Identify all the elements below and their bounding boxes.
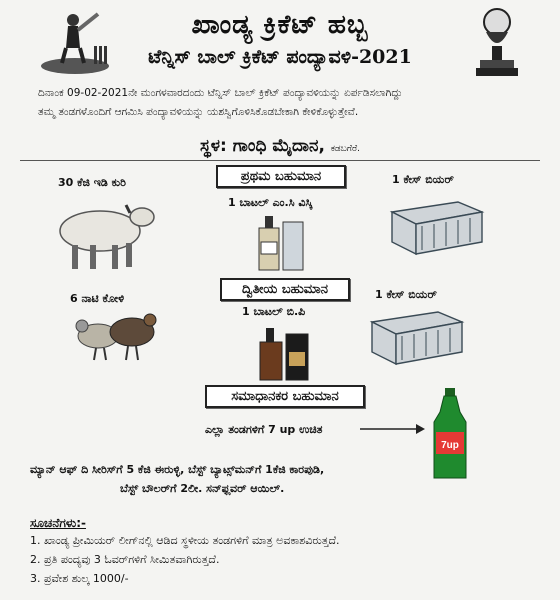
second-prize-left-label: 6 ನಾಟಿ ಕೋಳಿ: [70, 292, 125, 305]
second-prize-right-label: 1 ಕೇಸ್ ಬಿಯರ್: [375, 288, 437, 301]
first-prize-right-label: 1 ಕೇಸ್ ಬಿಯರ್: [392, 173, 454, 186]
second-prize-title: ದ್ವಿತೀಯ ಬಹುಮಾನ: [220, 278, 350, 301]
venue: [0, 136, 560, 156]
venue-label: ಸ್ಥಳ: ಗಾಂಧಿ ಮೈದಾನ,: [200, 136, 325, 156]
awards-line-1: ಮ್ಯಾನ್ ಆಫ್ ದಿ ಸೀರಿಸ್‌ಗೆ 5 ಕೆಜಿ ಈರುಳ್ಳಿ, ಬೆಸ್ಟ್ ಬ್ಯಾಟ್ಸ್‌ಮನ್‌ಗೆ 1ಕೆಜಿ ಕಾರಪುಡಿ,: [30, 463, 325, 476]
hens-icon: [70, 308, 160, 362]
awards-line-2: ಬೆಸ್ಟ್ ಬೌಲರ್‌ಗೆ 2ಲೀ. ಸನ್‌ಫ್ಲವರ್ ಆಯಿಲ್.: [120, 482, 285, 495]
poster-subtitle: ಟೆನ್ನಿಸ್ ಬಾಲ್ ಕ್ರಿಕೆಟ್ ಪಂದ್ಯಾವಳಿ-2021: [148, 46, 412, 68]
bottle-label: 7up: [441, 440, 459, 451]
first-prize-middle-label: 1 ಬಾಟಲ್ ಎಂ.ಸಿ ವಿಸ್ಕಿ: [228, 196, 313, 209]
note-item: 2. ಪ್ರತಿ ಪಂದ್ಯವು 3 ಓವರ್‌ಗಳಿಗೆ ಸೀಮಿತವಾಗಿರುತ್ತದೆ.: [30, 553, 220, 566]
whisky-bottles-icon: [255, 212, 307, 272]
first-prize-left-label: 30 ಕೆಜಿ ಇಡಿ ಕುರಿ: [58, 176, 126, 189]
venue-town: ಕಡಬಗೆರೆ.: [330, 144, 360, 154]
beer-crate-2-icon: [368, 306, 466, 366]
divider: [20, 160, 540, 161]
note-item: 3. ಪ್ರವೇಶ ಶುಲ್ಕ 1000/-: [30, 572, 129, 585]
notes-list: [30, 534, 540, 591]
consolation-title: ಸಮಾಧಾನಕರ ಬಹುಮಾನ: [205, 385, 365, 408]
second-prize-middle-label: 1 ಬಾಟಲ್ ಬಿ.ಪಿ: [242, 305, 306, 318]
intro-line-1: ದಿನಾಂಕ 09-02-2021ನೇ ಮಂಗಳವಾರದಂದು ಟೆನ್ನಿಸ್ ಬಾಲ್ ಕ್ರಿಕೆಟ್ ಪಂದ್ಯಾವಳಿಯನ್ನು ಏರ್ಪಡಿಸಲಾಗಿದ್ದು: [38, 87, 403, 99]
first-prize-title: ಪ್ರಥಮ ಬಹುಮಾನ: [216, 165, 346, 188]
sheep-icon: [50, 195, 162, 273]
intro-text: [38, 84, 528, 122]
bp-bottles-icon: [258, 322, 310, 382]
intro-line-2: ತಮ್ಮ ತಂಡಗಳೊಂದಿಗೆ ಆಗಮಿಸಿ ಪಂದ್ಯಾವಳಿಯನ್ನು ಯಶಸ್ವಿಗೊಳಿಸಿಕೊಡಬೇಕಾಗಿ ಕೇಳಿಕೊಳ್ಳುತ್ತೇವೆ.: [38, 106, 359, 118]
consolation-text: ಎಲ್ಲಾ ತಂಡಗಳಿಗೆ 7 up ಉಚಿತ: [205, 423, 323, 436]
notes-heading: ಸೂಚನೆಗಳು:-: [30, 516, 86, 530]
arrow-right-icon: [360, 423, 426, 435]
poster-title: ಖಾಂಡ್ಯ ಕ್ರಿಕೆಟ್ ಹಬ್ಬ: [191, 10, 369, 40]
note-item: 1. ಖಾಂಡ್ಯ ಪ್ರೀಮಿಯರ್ ಲೀಗ್‌ನಲ್ಲಿ ಆಡಿದ ಸ್ಥಳೀಯ ತಂಡಗಳಿಗೆ ಮಾತ್ರ ಅವಕಾಶವಿರುತ್ತದೆ.: [30, 534, 340, 547]
beer-crate-icon: [388, 196, 486, 256]
